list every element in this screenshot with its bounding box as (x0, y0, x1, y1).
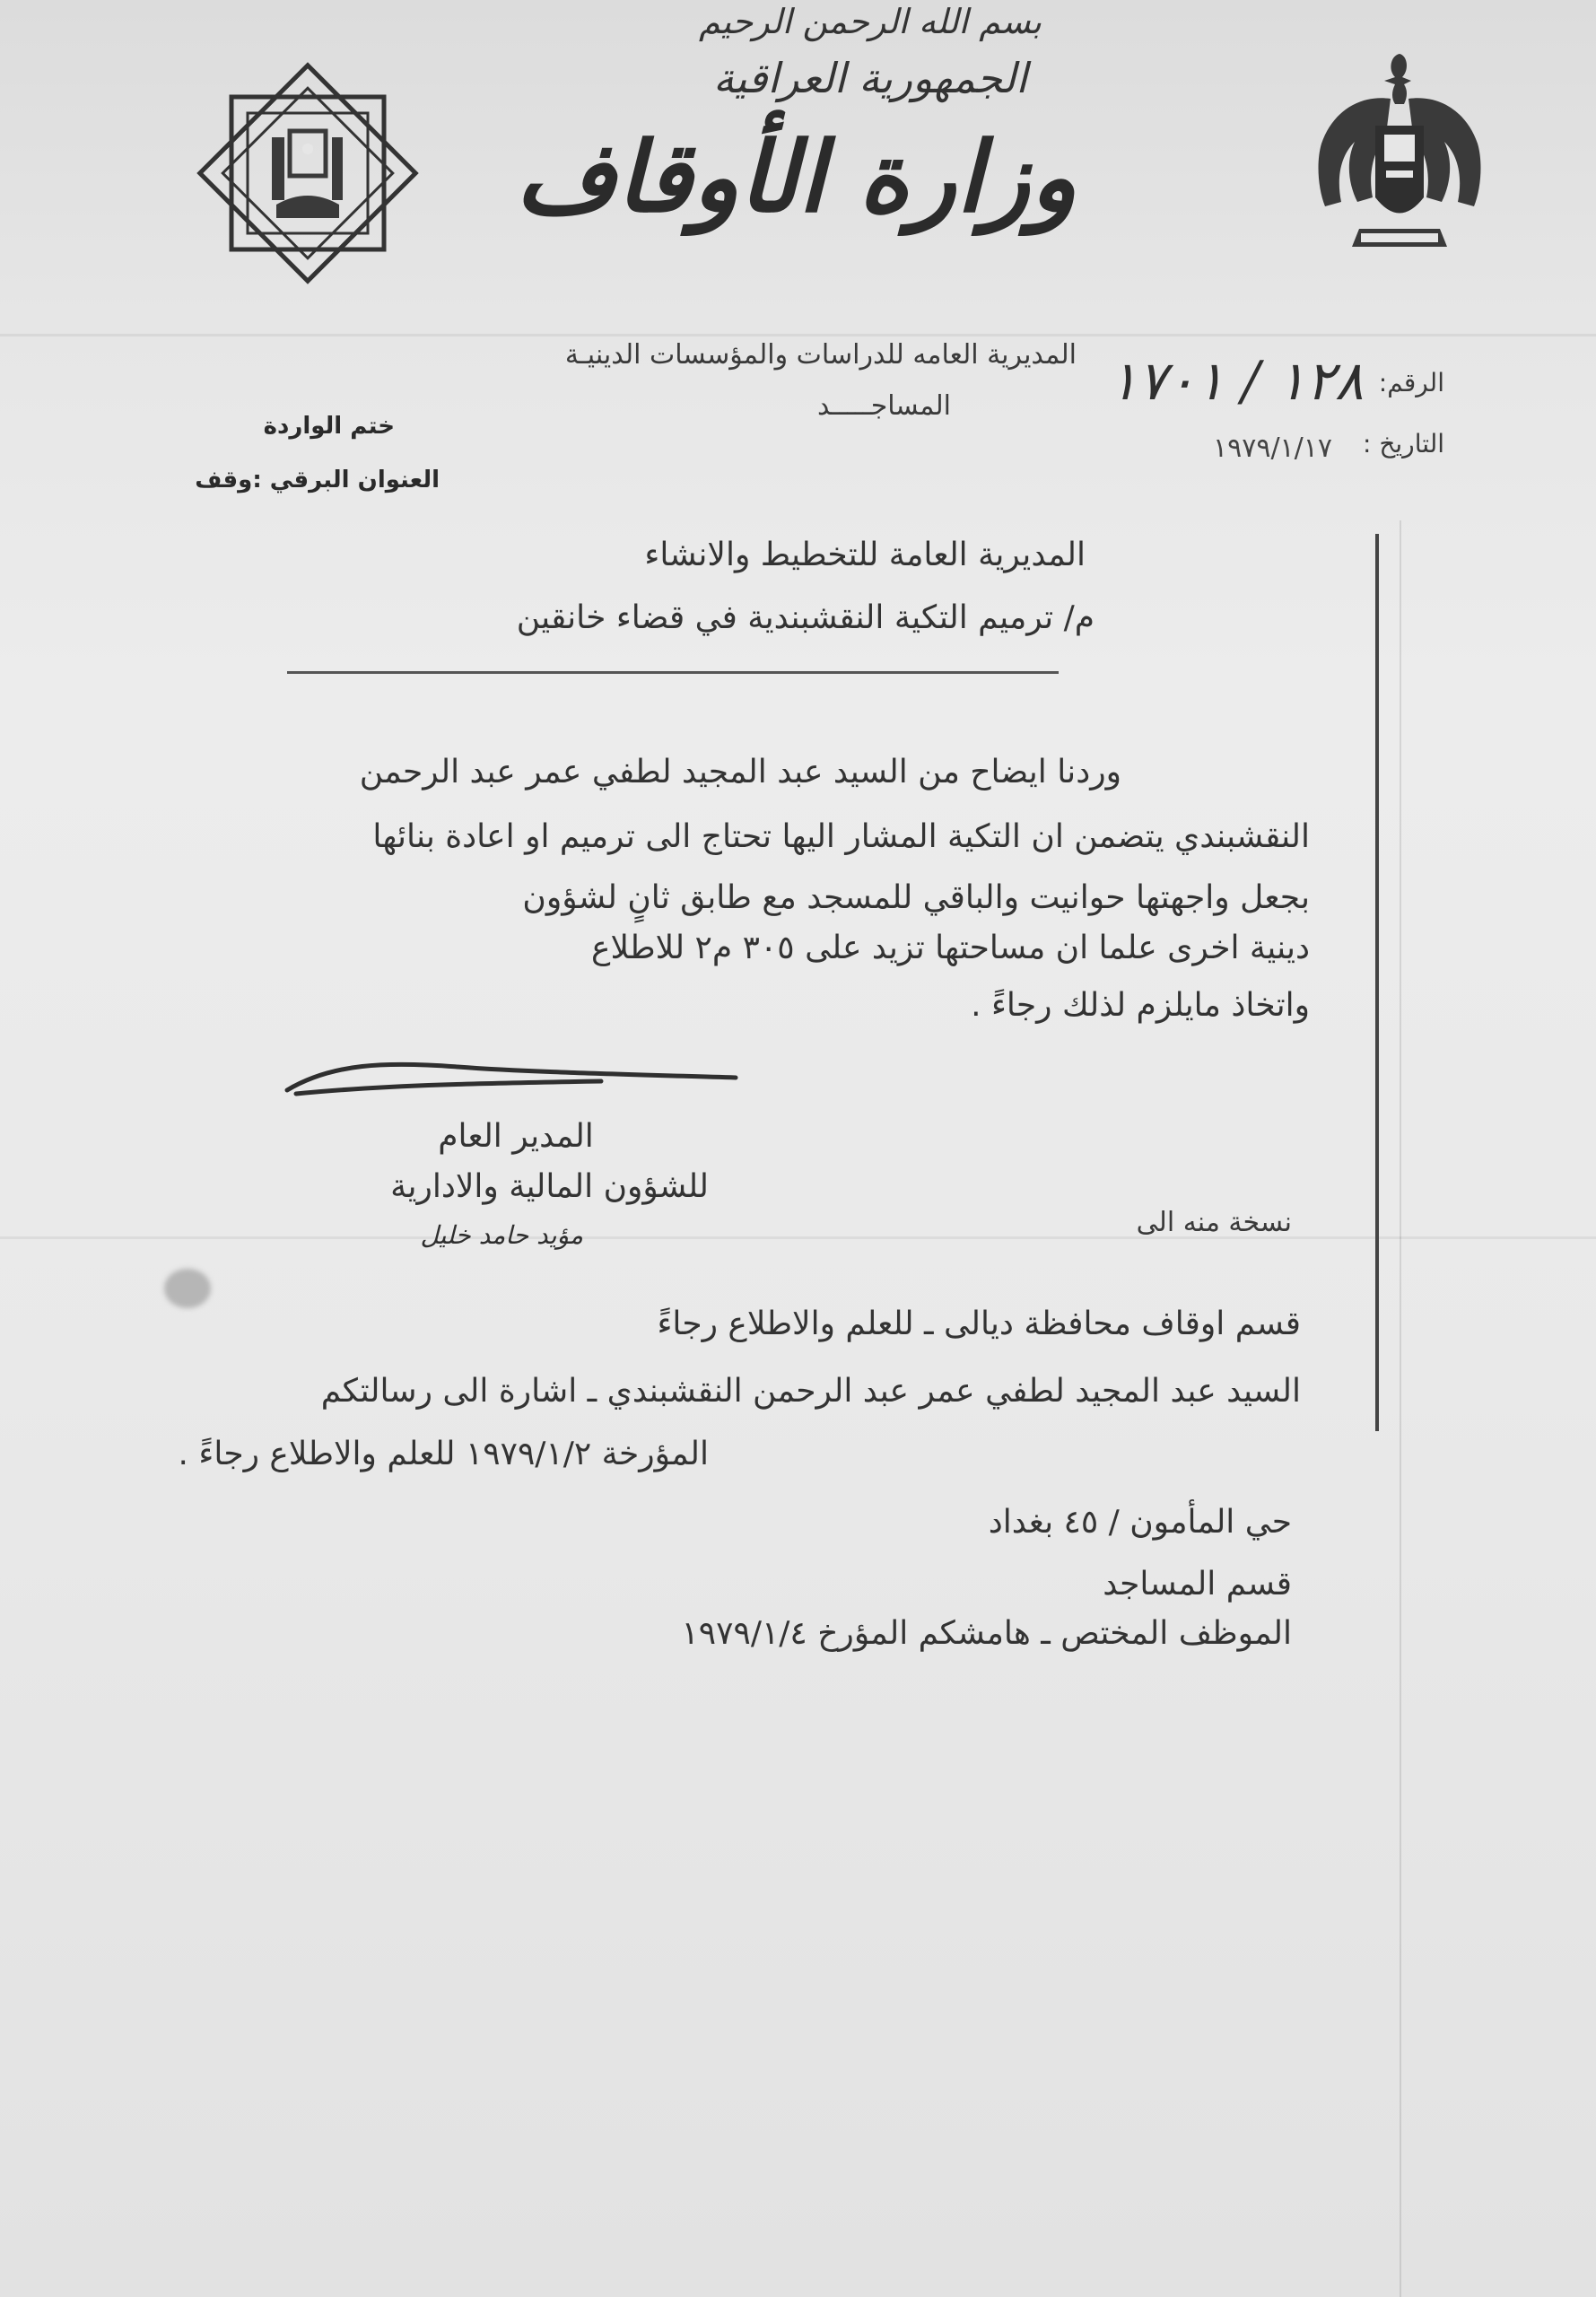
date-label: التاريخ : (1362, 429, 1444, 459)
ministry-name: وزارة الأوقاف (515, 121, 1077, 234)
section-stamp: المساجـــــد (817, 390, 951, 422)
body-line: واتخاذ مايلزم لذلك رجاءً . (971, 987, 1310, 1024)
subject: م/ ترميم التكية النقشبندية في قضاء خانقين (516, 599, 1095, 636)
body-line: النقشبندي يتضمن ان التكية المشار اليها تحتاج الى ترميم او اعادة بنائها (372, 818, 1310, 855)
reference-number-label: الرقم: (1378, 368, 1444, 397)
eagle-emblem-icon (1305, 45, 1494, 278)
reference-number-value: ١٢٨ / ١٧٠١ (1109, 350, 1364, 413)
margin-line (1375, 534, 1379, 1431)
directorate-stamp: المديرية العامه للدراسات والمؤسسات الدينيـة (564, 339, 1077, 371)
paper-fold (0, 334, 1596, 336)
telegraphic-address: العنوان البرقي :وقف (195, 467, 440, 493)
copy-to-line: المؤرخة ١٩٧٩/١/٢ للعلم والاطلاع رجاءً . (178, 1436, 709, 1472)
paper-fold (1400, 520, 1401, 2297)
ministry-logo-icon (187, 52, 429, 294)
signatory-department: للشؤون المالية والادارية (390, 1168, 709, 1205)
ink-stain (164, 1269, 211, 1308)
signatory-name: مؤيد حامد خليل (420, 1220, 583, 1250)
republic-name: الجمهورية العراقية (712, 54, 1028, 102)
basmala: بسم الله الرحمن الرحيم (699, 2, 1042, 41)
body-line: بجعل واجهتها حوانيت والباقي للمسجد مع طابق ثانٍ لشؤون (522, 879, 1310, 916)
signatory-title: المدير العام (438, 1118, 594, 1155)
addressee: المديرية العامة للتخطيط والانشاء (644, 537, 1086, 573)
body-line: دينية اخرى علما ان مساحتها تزيد على ٣٠٥ م٢ للاطلاع (591, 930, 1310, 966)
body-line: وردنا ايضاح من السيد عبد المجيد لطفي عمر عبد الرحمن (359, 754, 1121, 790)
incoming-stamp-label: ختم الواردة (263, 413, 395, 440)
copy-to-line: قسم اوقاف محافظة ديالى ـ للعلم والاطلاع رجاءً (657, 1306, 1301, 1342)
paper-fold (0, 1236, 1596, 1239)
copy-to-line: السيد عبد المجيد لطفي عمر عبد الرحمن النقشبندي ـ اشارة الى رسالتكم (320, 1373, 1301, 1410)
copy-to-label: نسخة منه الى (1136, 1207, 1292, 1238)
footer-officer: الموظف المختص ـ هامشكم المؤرخ ١٩٧٩/١/٤ (681, 1615, 1292, 1652)
signature-icon (278, 1054, 745, 1108)
date-value: ١٩٧٩/١/١٧ (1212, 432, 1332, 464)
footer-section: قسم المساجد (1103, 1566, 1292, 1603)
footer-address: حي المأمون / ٤٥ بغداد (988, 1504, 1292, 1541)
subject-underline (287, 671, 1059, 674)
